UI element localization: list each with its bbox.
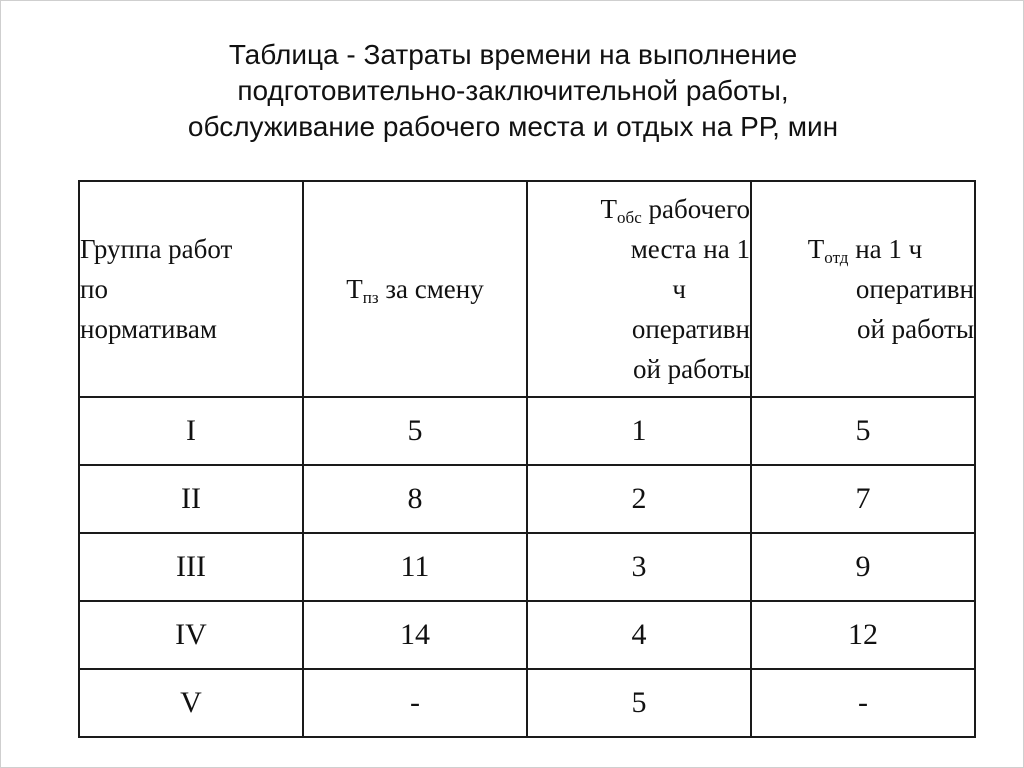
table-row (79, 397, 975, 465)
cell-tpz: 8 (303, 465, 527, 533)
table-row (79, 601, 975, 669)
title-line-1: Таблица - Затраты времени на выполнение (228, 39, 798, 70)
header-group (79, 181, 303, 397)
table-row (79, 465, 975, 533)
header-tobs-subscript: обс (617, 208, 642, 227)
cell-group: II (79, 465, 303, 533)
cell-totd: 7 (751, 465, 975, 533)
header-totd-subscript: отд (824, 248, 849, 267)
cell-group: I (79, 397, 303, 465)
cell-tobs: 1 (527, 397, 751, 465)
cell-tobs: 5 (527, 669, 751, 737)
title-line-2: подготовительно-заключительной работы, (237, 75, 789, 106)
header-tobs-line-2: места на 1 (630, 234, 750, 264)
time-cost-table (78, 180, 976, 738)
header-totd-text-1: на 1 ч (848, 234, 923, 264)
table-row (79, 533, 975, 601)
header-totd (751, 181, 975, 397)
cell-tpz: 11 (303, 533, 527, 601)
header-tobs-line-5: ой работы (632, 354, 750, 384)
header-tpz-text: за смену (378, 274, 484, 304)
header-tobs (527, 181, 751, 397)
header-totd-line-2: оперативн (855, 274, 974, 304)
header-tobs-symbol: Т (600, 194, 618, 224)
header-group-line-1: Группа работ (80, 234, 233, 264)
cell-tpz: 14 (303, 601, 527, 669)
cell-tpz: 5 (303, 397, 527, 465)
cell-totd: 9 (751, 533, 975, 601)
slide-title (1, 37, 1024, 145)
title-line-3: обслуживание рабочего места и отдых на РР, мин (187, 111, 839, 142)
cell-totd: 5 (751, 397, 975, 465)
header-row (79, 181, 975, 397)
header-tpz (303, 181, 527, 397)
header-tobs-line-4: оперативн (631, 314, 750, 344)
header-totd-line-3: ой работы (856, 314, 974, 344)
cell-group: III (79, 533, 303, 601)
header-totd-symbol: Т (807, 234, 825, 264)
table-row (79, 669, 975, 737)
cell-tobs: 3 (527, 533, 751, 601)
cell-group: IV (79, 601, 303, 669)
cell-totd: - (751, 669, 975, 737)
cell-tpz: - (303, 669, 527, 737)
header-tobs-line-1 (528, 189, 750, 229)
header-tobs-line-3: ч (672, 274, 686, 304)
header-totd-line-1 (752, 229, 974, 269)
cell-tobs: 4 (527, 601, 751, 669)
header-group-line-2: по (80, 274, 108, 304)
header-tpz-symbol: Т (346, 274, 363, 304)
cell-tobs: 2 (527, 465, 751, 533)
header-tobs-text-1: рабочего (641, 194, 750, 224)
header-group-line-3: нормативам (80, 314, 217, 344)
cell-group: V (79, 669, 303, 737)
header-tpz-subscript: пз (362, 288, 379, 307)
cell-totd: 12 (751, 601, 975, 669)
